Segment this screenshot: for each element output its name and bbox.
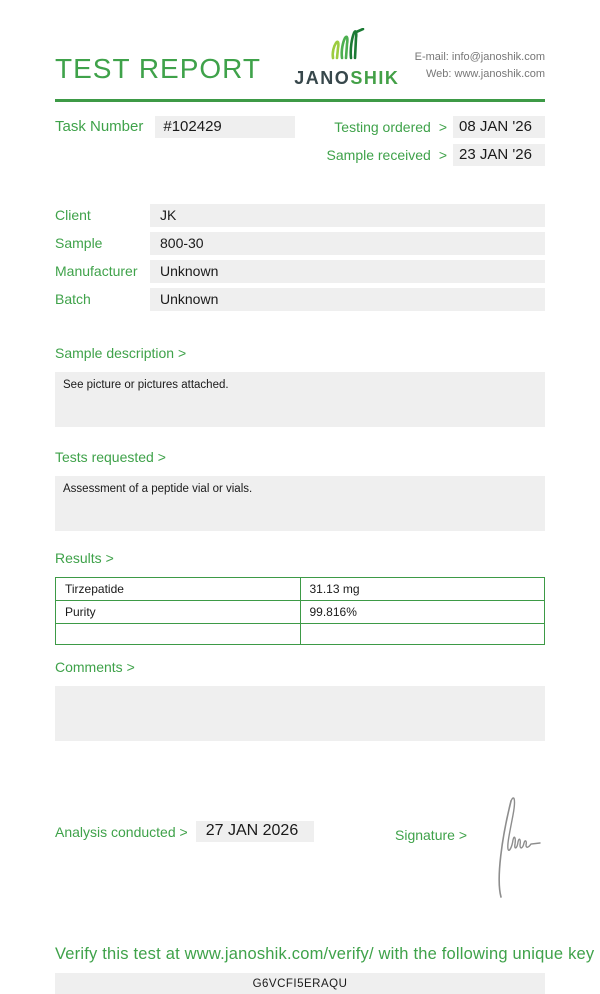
signature-group	[395, 789, 545, 901]
sample-received-value: 23 JAN '26	[453, 144, 545, 166]
comments-box	[55, 686, 545, 741]
batch-value: Unknown	[150, 288, 545, 311]
testing-ordered-label: Testing ordered	[334, 119, 431, 135]
manufacturer-value: Unknown	[150, 260, 545, 283]
signature-scribble-icon	[481, 789, 545, 901]
client-label: Client	[55, 207, 91, 223]
manufacturer-row	[55, 260, 545, 283]
batch-row	[55, 288, 545, 311]
footer-row	[55, 789, 545, 899]
web-line: Web: www.janoshik.com	[425, 67, 545, 80]
logo-wordmark: JANOSHIK	[294, 68, 400, 88]
table-row	[56, 578, 545, 601]
analysis-conducted-label: Analysis conducted >	[55, 824, 188, 840]
sample-description-box: See picture or pictures attached.	[55, 372, 545, 427]
result-value-cell	[300, 624, 545, 645]
task-number-group	[55, 116, 295, 166]
growth-chart-icon	[325, 28, 369, 67]
testing-ordered-row	[327, 116, 545, 138]
header-divider	[55, 99, 545, 102]
sample-received-row	[327, 144, 545, 166]
results-section	[55, 550, 545, 645]
result-value-cell: 99.816%	[300, 601, 545, 624]
table-row	[56, 624, 545, 645]
arrow-glyph: >	[438, 119, 447, 135]
result-value-cell: 31.13 mg	[300, 578, 545, 601]
result-name-cell	[56, 624, 301, 645]
client-row	[55, 204, 545, 227]
janoshik-logo	[294, 28, 399, 87]
sample-value: 800-30	[150, 232, 545, 255]
email-line: E-mail: info@janoshik.com	[414, 50, 545, 63]
sample-description-section	[55, 345, 545, 427]
result-name-cell: Tirzepatide	[56, 578, 301, 601]
verify-section	[55, 945, 595, 994]
result-name-cell: Purity	[56, 601, 301, 624]
sample-description-heading: Sample description >	[55, 345, 187, 361]
contact-info	[415, 49, 545, 87]
testing-ordered-value: 08 JAN '26	[453, 116, 545, 138]
tests-requested-section	[55, 449, 545, 531]
report-header	[55, 28, 545, 87]
results-table	[55, 577, 545, 645]
unique-key-value: G6VCFI5ERAQU	[55, 973, 545, 994]
table-row	[56, 601, 545, 624]
client-value: JK	[150, 204, 545, 227]
comments-section	[55, 659, 545, 741]
arrow-glyph: >	[438, 147, 447, 163]
comments-heading: Comments >	[55, 659, 135, 675]
page-title: TEST REPORT	[55, 53, 262, 84]
sample-label: Sample	[55, 235, 103, 251]
sample-received-label: Sample received	[326, 147, 431, 163]
sample-row	[55, 232, 545, 255]
tests-requested-heading: Tests requested >	[55, 449, 166, 465]
results-heading: Results >	[55, 550, 114, 566]
signature-label: Signature >	[395, 827, 467, 843]
tests-requested-box: Assessment of a peptide vial or vials.	[55, 476, 545, 531]
verify-text: Verify this test at www.janoshik.com/verify/ with the following unique key	[55, 945, 595, 963]
analysis-conducted-value: 27 JAN 2026	[196, 821, 314, 842]
info-fields	[55, 204, 545, 311]
batch-label: Batch	[55, 291, 91, 307]
analysis-conducted-group	[55, 821, 314, 842]
task-number-label: Task Number	[55, 118, 144, 135]
dates-group	[327, 116, 545, 166]
task-number-value: #102429	[155, 116, 295, 138]
manufacturer-label: Manufacturer	[55, 263, 138, 279]
task-dates-row	[55, 116, 545, 166]
